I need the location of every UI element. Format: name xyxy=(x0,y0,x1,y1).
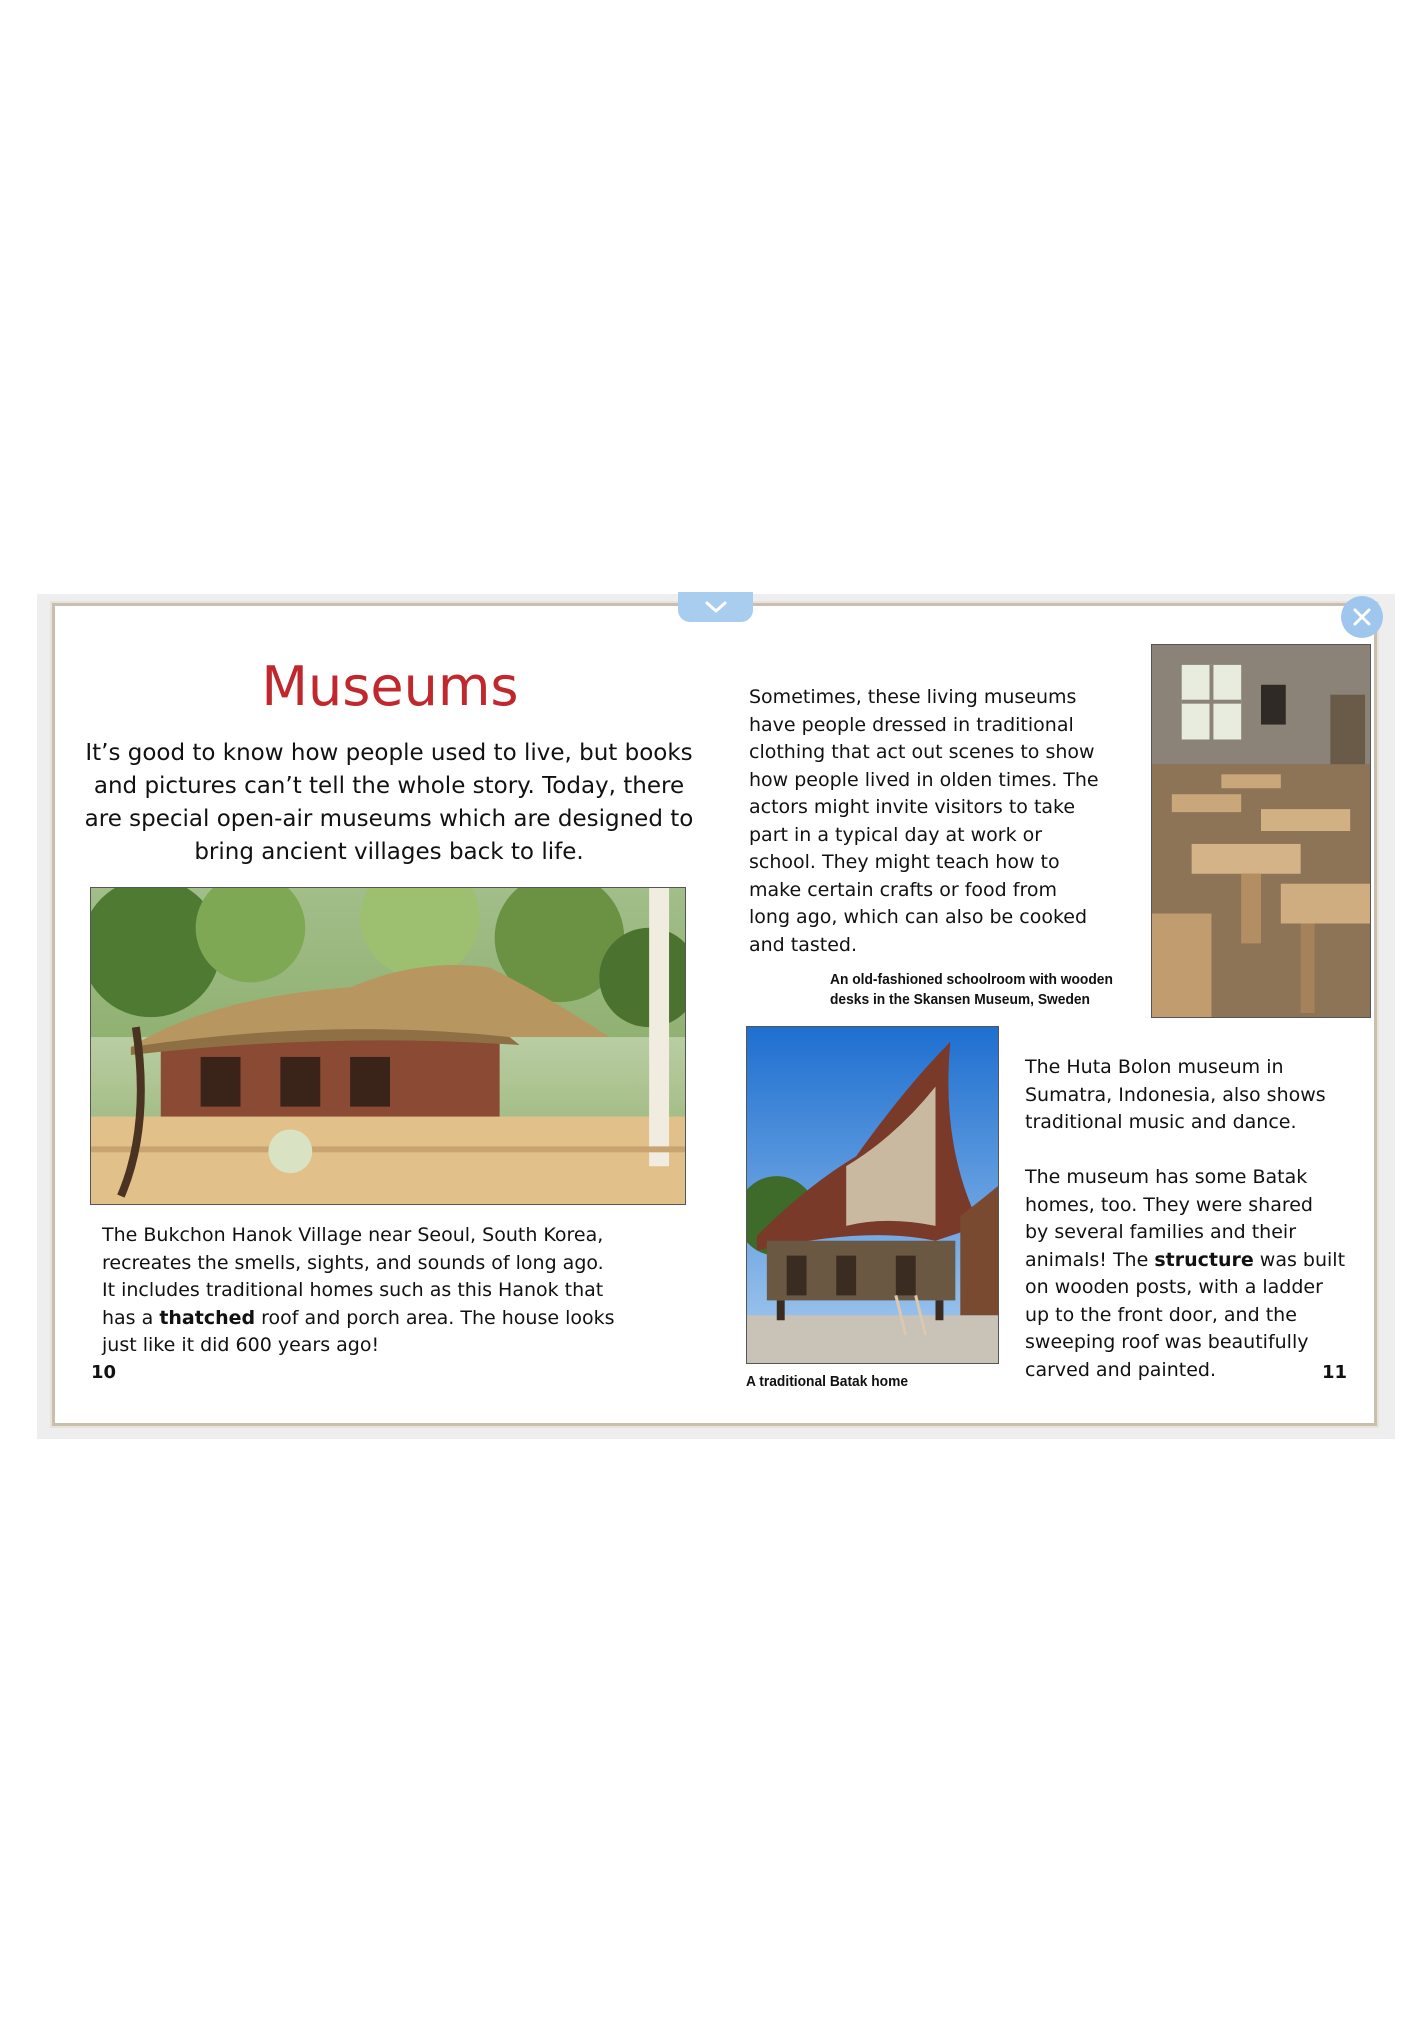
text-line: up to the front door, and the xyxy=(1025,1303,1297,1326)
text-line: traditional music and dance. xyxy=(1025,1111,1297,1133)
text-fragment: was built xyxy=(1253,1248,1346,1271)
caption-line: An old-fashioned schoolroom with wooden xyxy=(830,971,1113,988)
schoolroom-caption xyxy=(830,970,1161,1010)
huta-bolon-paragraph xyxy=(1025,1054,1375,1137)
page-number-left: 10 xyxy=(91,1362,117,1383)
caption-line: desks in the Skansen Museum, Sweden xyxy=(830,991,1090,1008)
text-line: The Bukchon Hanok Village near Seoul, South Korea, xyxy=(102,1224,604,1246)
glossary-term-thatched: thatched xyxy=(159,1306,256,1329)
text-line: homes, too. They were shared xyxy=(1025,1193,1313,1216)
text-line: long ago, which can also be cooked xyxy=(749,906,1088,928)
text-line: part in a typical day at work or xyxy=(749,823,1043,846)
collapse-toolbar-button[interactable] xyxy=(678,592,753,622)
text-line: The museum has some Batak xyxy=(1025,1166,1308,1188)
text-line: carved and painted. xyxy=(1025,1358,1216,1381)
text-line: It includes traditional homes such as this Hanok that xyxy=(102,1279,604,1301)
intro-paragraph: It’s good to know how people used to live, but books and pictures can’t tell the whole story. Today, there are special open-air museums which are designed to bring ancient villages back to life. xyxy=(84,740,694,865)
text-line xyxy=(102,1305,702,1333)
schoolroom-photo xyxy=(1151,644,1371,1018)
text-fragment: roof and porch area. The house looks xyxy=(255,1306,615,1329)
text-line: Sumatra, Indonesia, also shows xyxy=(1025,1083,1326,1106)
close-icon xyxy=(1352,607,1372,627)
batak-home-photo xyxy=(746,1026,999,1364)
text-line xyxy=(1025,1247,1375,1275)
text-line: have people dressed in traditional xyxy=(749,713,1074,736)
text-line: on wooden posts, with a ladder xyxy=(1025,1276,1323,1298)
text-line: and tasted. xyxy=(749,933,858,956)
text-line: by several families and their xyxy=(1025,1221,1297,1243)
text-line: just like it did 600 years ago! xyxy=(102,1334,380,1356)
glossary-term-structure: structure xyxy=(1154,1248,1254,1271)
hanok-photo xyxy=(90,887,686,1205)
text-line: make certain crafts or food from xyxy=(749,878,1057,901)
text-line: The Huta Bolon museum in xyxy=(1025,1056,1284,1078)
text-line: sweeping roof was beautifully xyxy=(1025,1331,1309,1353)
text-line: clothing that act out scenes to show xyxy=(749,741,1095,763)
page-number-right: 11 xyxy=(1322,1362,1348,1383)
chevron-down-icon xyxy=(703,599,729,615)
text-line: how people lived in olden times. The xyxy=(749,768,1099,791)
text-line: school. They might teach how to xyxy=(749,851,1060,873)
close-button[interactable] xyxy=(1341,596,1383,638)
text-line: recreates the smells, sights, and sounds of long ago. xyxy=(102,1251,604,1274)
batak-caption: A traditional Batak home xyxy=(746,1373,909,1390)
page-title: Museums xyxy=(261,655,519,718)
text-fragment: animals! The xyxy=(1025,1248,1155,1271)
text-fragment: has a xyxy=(102,1306,160,1329)
living-museums-paragraph xyxy=(749,684,1149,959)
text-line: actors might invite visitors to take xyxy=(749,796,1076,818)
hanok-description xyxy=(102,1222,702,1360)
text-line: Sometimes, these living museums xyxy=(749,686,1077,708)
batak-paragraph xyxy=(1025,1164,1375,1384)
